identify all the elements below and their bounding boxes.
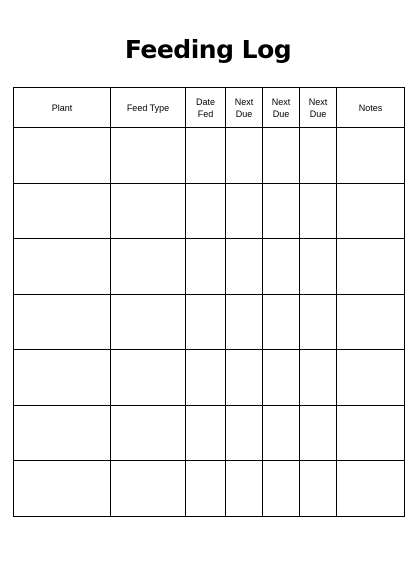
cell-next-due-1[interactable] <box>226 239 263 295</box>
cell-feed-type[interactable] <box>111 239 186 295</box>
cell-feed-type[interactable] <box>111 128 186 184</box>
cell-next-due-3[interactable] <box>300 128 337 184</box>
cell-notes[interactable] <box>337 239 405 295</box>
column-header-notes: Notes <box>337 88 405 128</box>
cell-next-due-2[interactable] <box>263 183 300 239</box>
cell-next-due-2[interactable] <box>263 128 300 184</box>
cell-next-due-3[interactable] <box>300 183 337 239</box>
cell-next-due-1[interactable] <box>226 183 263 239</box>
cell-plant[interactable] <box>14 405 111 461</box>
cell-date-fed[interactable] <box>186 239 226 295</box>
column-header-next-due-2: Next Due <box>263 88 300 128</box>
cell-date-fed[interactable] <box>186 461 226 517</box>
table-row <box>14 294 405 350</box>
cell-next-due-2[interactable] <box>263 239 300 295</box>
cell-date-fed[interactable] <box>186 294 226 350</box>
column-header-date-fed: Date Fed <box>186 88 226 128</box>
cell-next-due-2[interactable] <box>263 294 300 350</box>
table-row <box>14 461 405 517</box>
cell-next-due-3[interactable] <box>300 294 337 350</box>
table-row <box>14 183 405 239</box>
cell-date-fed[interactable] <box>186 350 226 406</box>
cell-next-due-1[interactable] <box>226 350 263 406</box>
cell-next-due-2[interactable] <box>263 405 300 461</box>
cell-date-fed[interactable] <box>186 128 226 184</box>
cell-next-due-3[interactable] <box>300 239 337 295</box>
cell-plant[interactable] <box>14 461 111 517</box>
table-row <box>14 405 405 461</box>
cell-next-due-2[interactable] <box>263 350 300 406</box>
cell-notes[interactable] <box>337 294 405 350</box>
cell-next-due-3[interactable] <box>300 461 337 517</box>
feeding-log-table <box>13 87 405 517</box>
cell-plant[interactable] <box>14 294 111 350</box>
cell-notes[interactable] <box>337 405 405 461</box>
page-title: Feeding Log <box>124 35 292 64</box>
cell-feed-type[interactable] <box>111 461 186 517</box>
cell-date-fed[interactable] <box>186 405 226 461</box>
column-header-next-due-1: Next Due <box>226 88 263 128</box>
column-header-plant: Plant <box>14 88 111 128</box>
cell-plant[interactable] <box>14 183 111 239</box>
table-row <box>14 350 405 406</box>
cell-notes[interactable] <box>337 128 405 184</box>
cell-feed-type[interactable] <box>111 294 186 350</box>
cell-next-due-1[interactable] <box>226 405 263 461</box>
cell-feed-type[interactable] <box>111 350 186 406</box>
cell-next-due-3[interactable] <box>300 350 337 406</box>
header-row <box>14 88 405 128</box>
cell-feed-type[interactable] <box>111 183 186 239</box>
cell-plant[interactable] <box>14 350 111 406</box>
cell-next-due-1[interactable] <box>226 128 263 184</box>
column-header-feed-type: Feed Type <box>111 88 186 128</box>
cell-plant[interactable] <box>14 239 111 295</box>
cell-notes[interactable] <box>337 350 405 406</box>
cell-next-due-2[interactable] <box>263 461 300 517</box>
table-row <box>14 239 405 295</box>
cell-next-due-3[interactable] <box>300 405 337 461</box>
cell-notes[interactable] <box>337 461 405 517</box>
table-row <box>14 128 405 184</box>
cell-feed-type[interactable] <box>111 405 186 461</box>
cell-next-due-1[interactable] <box>226 461 263 517</box>
cell-date-fed[interactable] <box>186 183 226 239</box>
cell-notes[interactable] <box>337 183 405 239</box>
table-body <box>14 128 405 517</box>
cell-plant[interactable] <box>14 128 111 184</box>
cell-next-due-1[interactable] <box>226 294 263 350</box>
column-header-next-due-3: Next Due <box>300 88 337 128</box>
